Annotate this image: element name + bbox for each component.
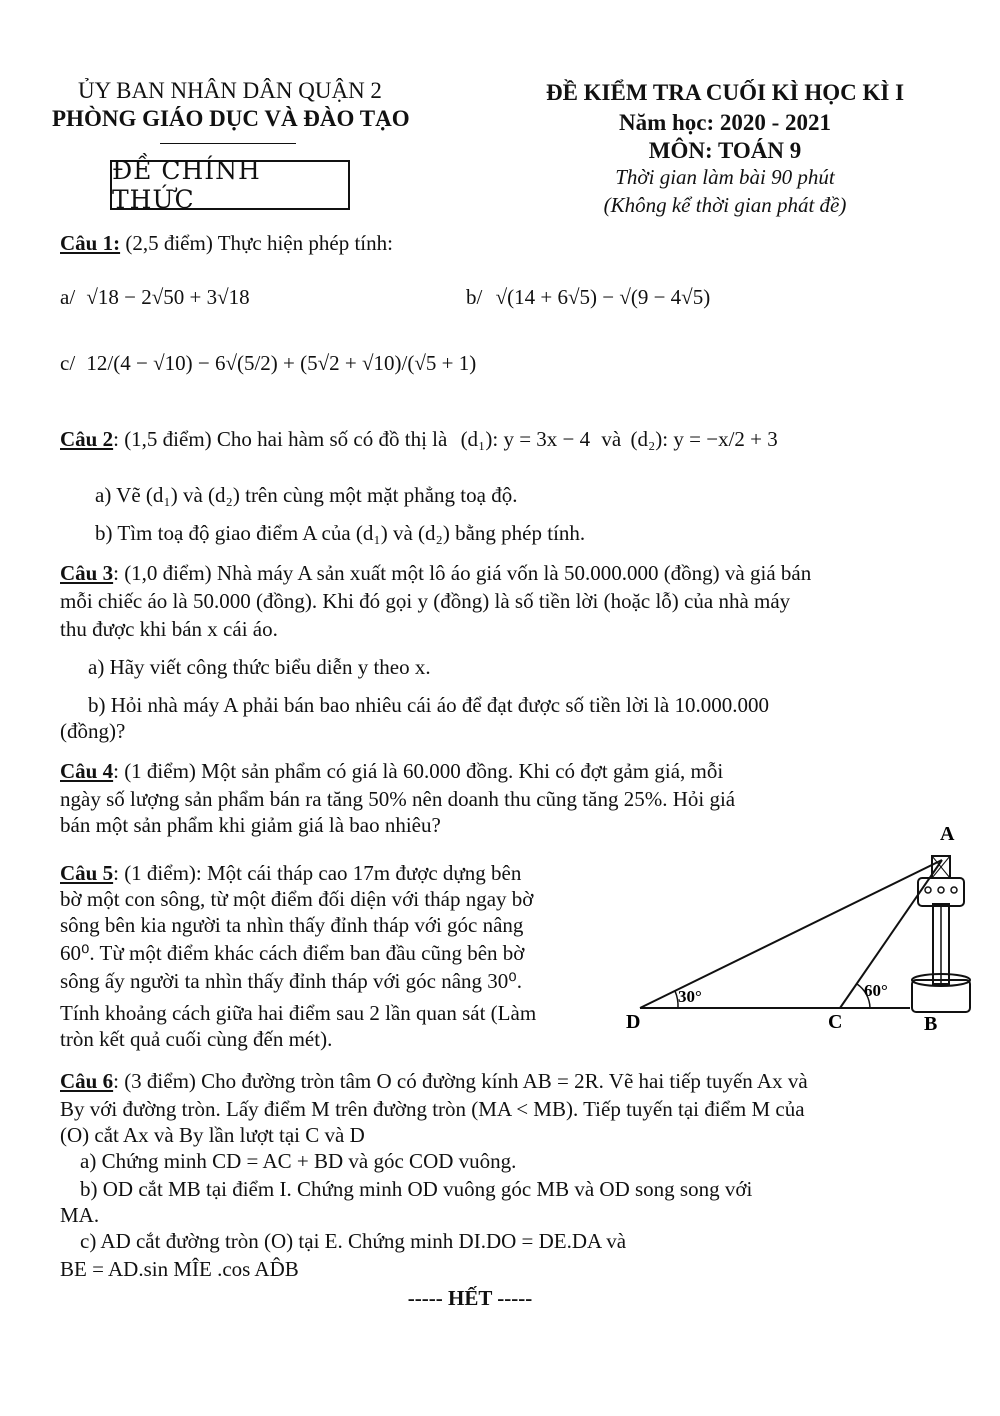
tower-icon (912, 856, 970, 1012)
q1c-expression: 12/(4 − √10) − 6√(5/2) + (5√2 + √10)/(√5 + 1) (86, 351, 477, 375)
header-department: PHÒNG GIÁO DỤC VÀ ĐÀO TẠO (52, 106, 410, 131)
question-2-intro: : (1,5 điểm) Cho hai hàm số có đồ thị là (113, 427, 448, 451)
angle-label-c: 60° (864, 981, 888, 1000)
sight-line-d (640, 860, 942, 1008)
question-6a: a) Chứng minh CD = AC + BD và góc COD vuông. (80, 1149, 517, 1173)
question-4-label: Câu 4 (60, 759, 114, 783)
question-5-text-1: : (1 điểm): Một cái tháp cao 17m được dựng bên (113, 861, 522, 885)
question-5-line-5: sông ấy người ta nhìn thấy đỉnh tháp với góc nâng 30⁰. (60, 969, 522, 993)
question-1b (466, 284, 710, 310)
question-3b-line-1: b) Hỏi nhà máy A phải bán bao nhiêu cái áo để đạt được số tiền lời là 10.000.000 (88, 693, 769, 717)
official-stamp: ĐỀ CHÍNH THỨC (110, 160, 350, 210)
question-2b: b) Tìm toạ độ giao điểm A của (d₁) và (d₂) bằng phép tính. (95, 521, 586, 545)
question-3-line-1 (60, 560, 811, 586)
question-2-label: Câu 2 (60, 427, 114, 451)
q2-and: và (601, 427, 622, 451)
question-6c-line-1: c) AD cắt đường tròn (O) tại E. Chứng minh DI.DO = DE.DA và (80, 1229, 627, 1253)
question-1c (60, 350, 476, 376)
tower-figure (620, 820, 980, 1040)
question-3a: a) Hãy viết công thức biểu diễn y theo x. (88, 655, 431, 679)
question-5-line-6: Tính khoảng cách giữa hai điểm sau 2 lần quan sát (Làm (60, 1001, 537, 1025)
q1b-label: b/ (466, 285, 483, 309)
function-d2: (d₂): y = −x/2 + 3 (630, 427, 778, 451)
label-b: B (924, 1013, 938, 1035)
school-year: Năm học: 2020 - 2021 (618, 110, 832, 135)
question-3b-line-2: (đồng)? (60, 719, 126, 743)
question-6-label: Câu 6 (60, 1069, 114, 1093)
question-6-line-1 (60, 1068, 808, 1094)
header-authority: ỦY BAN NHÂN DÂN QUẬN 2 (78, 78, 382, 103)
question-6b-line-2: MA. (60, 1203, 100, 1227)
question-6c-line-2: BE = AD.sin MÎE .cos AD̂B (60, 1257, 299, 1281)
question-2-heading (60, 426, 778, 452)
label-a: A (940, 823, 955, 845)
question-6-line-3: (O) cắt Ax và By lần lượt tại C và D (60, 1123, 365, 1147)
question-5-line-3: sông bên kia người ta nhìn thấy đỉnh tháp với góc nâng (60, 913, 524, 937)
label-d: D (626, 1011, 641, 1033)
question-1a (60, 284, 250, 310)
q1b-expression: √(14 + 6√5) − √(9 − 4√5) (495, 285, 711, 309)
question-1-label: Câu 1: (60, 231, 121, 255)
question-4-text-1: : (1 điểm) Một sản phẩm có giá là 60.000 đồng. Khi có đợt gảm giá, mỗi (113, 759, 724, 783)
label-c: C (828, 1011, 843, 1033)
question-3-label: Câu 3 (60, 561, 114, 585)
question-5-line-2: bờ một con sông, từ một điểm đối diện với tháp ngay bờ (60, 887, 534, 911)
time-limit: Thời gian làm bài 90 phút (615, 165, 835, 189)
question-3-text-1: : (1,0 điểm) Nhà máy A sản xuất một lô áo giá vốn là 50.000.000 (đồng) và giá bán (113, 561, 812, 585)
question-6b-line-1: b) OD cắt MB tại điểm I. Chứng minh OD vuông góc MB và OD song song với (80, 1177, 753, 1201)
question-4-line-3: bán một sản phẩm khi giảm giá là bao nhiêu? (60, 813, 441, 837)
q1a-expression: √18 − 2√50 + 3√18 (86, 285, 250, 309)
question-6-text-1: : (3 điểm) Cho đường tròn tâm O có đường kính AB = 2R. Vẽ hai tiếp tuyến Ax và (113, 1069, 808, 1093)
question-3-line-2: mỗi chiếc áo là 50.000 (đồng). Khi đó gọi y (đồng) là số tiền lời (hoặc lỗ) của nhà máy (60, 589, 791, 613)
q1c-label: c/ (60, 351, 76, 375)
header-underline (160, 143, 296, 144)
question-1-intro: (2,5 điểm) Thực hiện phép tính: (120, 231, 393, 255)
question-5-line-4: 60⁰. Từ một điểm khác cách điểm ban đầu cũng bên bờ (60, 941, 525, 965)
question-6-line-2: By với đường tròn. Lấy điểm M trên đường tròn (MA < MB). Tiếp tuyến tại điểm M của (60, 1097, 805, 1121)
question-2a: a) Vẽ (d₁) và (d₂) trên cùng một mặt phẳng toạ độ. (95, 483, 518, 507)
exam-title: ĐỀ KIỂM TRA CUỐI KÌ HỌC KÌ I (545, 80, 905, 105)
question-5-label: Câu 5 (60, 861, 114, 885)
question-4-line-1 (60, 758, 723, 784)
subject: MÔN: TOÁN 9 (648, 138, 802, 163)
question-5-line-1 (60, 860, 521, 886)
time-note: (Không kể thời gian phát đề) (603, 193, 847, 217)
q1a-label: a/ (60, 285, 76, 309)
function-d1: (d₁): y = 3x − 4 (460, 427, 591, 451)
question-4-line-2: ngày số lượng sản phẩm bán ra tăng 50% nên doanh thu cũng tăng 25%. Hỏi giá (60, 787, 736, 811)
end-marker: ----- HẾT ----- (407, 1286, 533, 1310)
angle-label-d: 30° (678, 987, 702, 1006)
question-1-heading (60, 230, 393, 256)
question-3-line-3: thu được khi bán x cái áo. (60, 617, 278, 641)
question-5-line-7: tròn kết quả cuối cùng đến mét). (60, 1027, 333, 1051)
